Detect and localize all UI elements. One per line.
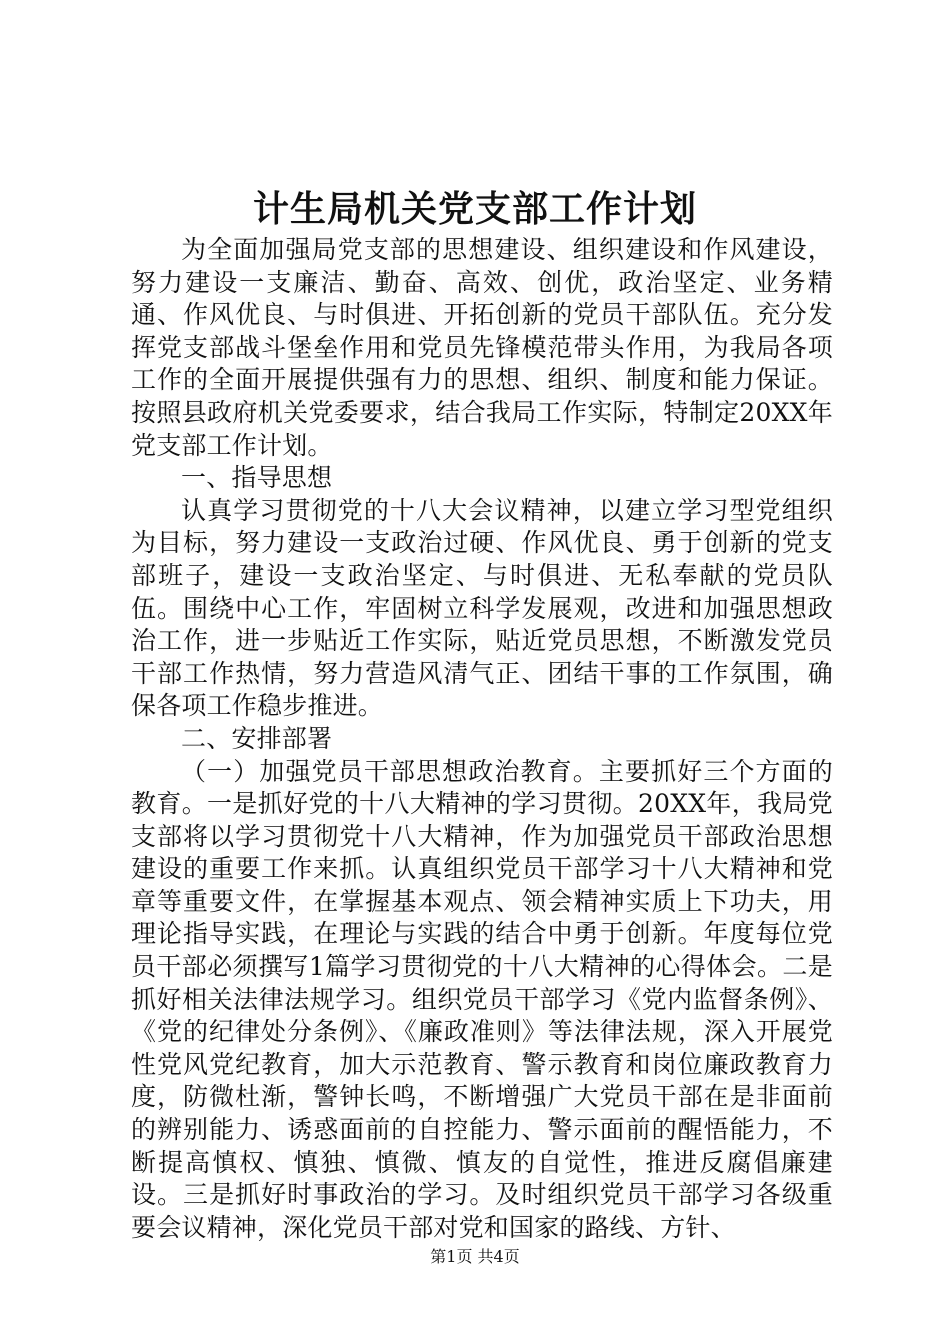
intro-paragraph: 为全面加强局党支部的思想建设、组织建设和作风建设，努力建设一支廉洁、勤奋、高效、创优，政治坚定、业务精通、作风优良、与时俱进、开拓创新的党员干部队伍。充分发挥党支部战斗堡垒作用和党员先锋模范带头作用，为我局各项工作的全面开展提供强有力的思想、组织、制度和能力保证。按照县政府机关党委要求，结合我局工作实际，特制定20XX年党支部工作计划。: [131, 235, 833, 460]
section-heading-arrangement: 二、安排部署: [181, 723, 333, 753]
guiding-ideology-paragraph: 认真学习贯彻党的十八大会议精神，以建立学习型党组织为目标，努力建设一支政治过硬、作风优良、勇于创新的党支部班子，建设一支政治坚定、与时俱进、无私奉献的党员队伍。围绕中心工作，牢固树立科学发展观，改进和加强思想政治工作，进一步贴近工作实际，贴近党员思想，不断激发党员干部工作热情，努力营造风清气正、团结干事的工作氛围，确保各项工作稳步推进。: [131, 495, 833, 721]
page-number-footer: 第1页 共4页: [430, 1247, 520, 1266]
arrangement-paragraph: （一）加强党员干部思想政治教育。主要抓好三个方面的教育。一是抓好党的十八大精神的学习贯彻。20XX年，我局党支部将以学习贯彻党十八大精神，作为加强党员干部政治思想建设的重要工作来抓。认真组织党员干部学习十八大精神和党章等重要文件，在掌握基本观点、领会精神实质上下功夫，用理论指导实践，在理论与实践的结合中勇于创新。年度每位党员干部必须撰写1篇学习贯彻党的十八大精神的心得体会。二是抓好相关法律法规学习。组织党员干部学习《党内监督条例》、《党的纪律处分条例》、《廉政准则》等法律法规，深入开展党性党风党纪教育，加大示范教育、警示教育和岗位廉政教育力度，防微杜渐，警钟长鸣，不断增强广大党员干部在是非面前的辨别能力、诱惑面前的自控能力、警示面前的醒悟能力，不断提高慎权、慎独、慎微、慎友的自觉性，推进反腐倡廉建设。三是抓好时事政治的学习。及时组织党员干部学习各级重要会议精神，深化党员干部对党和国家的路线、方针、: [131, 756, 833, 1242]
document-title: 计生局机关党支部工作计划: [252, 188, 697, 230]
section-heading-guiding-ideology: 一、指导思想: [181, 463, 333, 493]
document-body: [131, 234, 833, 1244]
